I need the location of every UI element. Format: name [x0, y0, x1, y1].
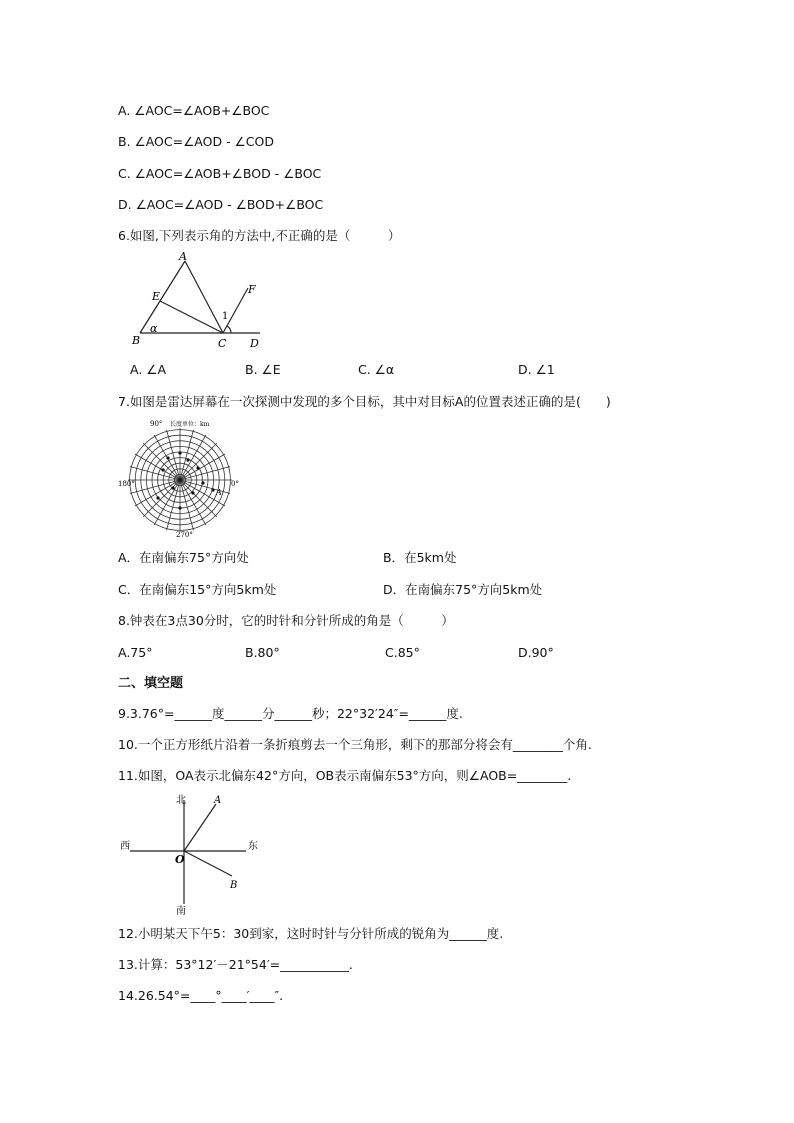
ray-oa: [184, 804, 216, 851]
radar-target-dot: [166, 456, 169, 459]
label-b: B: [230, 880, 238, 891]
q12-text: 12.小明某天下午5：30到家，这时时针与分针所成的锐角为______度.: [118, 926, 504, 941]
radar-label-0: 0°: [231, 480, 239, 488]
q8-option-a: A.75°: [118, 645, 153, 660]
radar-target-dot: [156, 496, 159, 499]
q7-option-b: B．在5km处: [383, 550, 457, 565]
label-o: O: [175, 853, 185, 866]
label-1: 1: [222, 311, 229, 322]
q5-option-a: A. ∠AOC=∠AOB+∠BOC: [118, 103, 270, 118]
q6-stem: 6.如图,下列表示角的方法中,不正确的是（ ）: [118, 228, 401, 243]
q5-option-d: D. ∠AOC=∠AOD - ∠BOD+∠BOC: [118, 197, 324, 212]
label-e: E: [152, 290, 161, 303]
q8-option-c: C.85°: [385, 645, 420, 660]
q11-text: 11.如图，OA表示北偏东42°方向，OB表示南偏东53°方向，则∠AOB=________.: [118, 768, 572, 783]
ray-ob: [184, 851, 232, 876]
radar-label-270: 270°: [176, 531, 193, 539]
label-west: 西: [120, 841, 130, 852]
q7-stem: 7.如图是雷达屏幕在一次探测中发现的多个目标，其中对目标A的位置表述正确的是( ): [118, 394, 611, 409]
q7-option-d: D．在南偏东75°方向5km处: [383, 582, 543, 597]
line-ac: [185, 261, 223, 333]
q6-option-a: A. ∠A: [130, 362, 167, 377]
radar-target-a-label: A: [216, 488, 222, 497]
radar-target-dot: [161, 468, 164, 471]
radar-target-dot: [178, 451, 181, 454]
q5-option-c: C. ∠AOC=∠AOB+∠BOD - ∠BOC: [118, 166, 322, 181]
radar-unit-label: 长度单位：km: [170, 421, 210, 428]
q8-option-b: B.80°: [245, 645, 280, 660]
radar-target-dot: [211, 488, 214, 491]
radar-target-dot: [178, 478, 181, 481]
q6-option-d: D. ∠1: [518, 362, 555, 377]
label-a: A: [214, 795, 222, 806]
radar-target-dot: [196, 466, 199, 469]
q7-option-c: C．在南偏东15°方向5km处: [118, 582, 277, 597]
q8-option-d: D.90°: [518, 645, 554, 660]
q6-option-c: C. ∠α: [358, 362, 395, 377]
label-a: A: [179, 250, 187, 263]
radar-target-dot: [171, 486, 174, 489]
q14-text: 14.26.54°=____°____′____″.: [118, 988, 284, 1003]
q7-option-a: A．在南偏东75°方向处: [118, 550, 249, 565]
radar-target-dot: [186, 458, 189, 461]
radar-target-dot: [178, 506, 181, 509]
q6-triangle-figure: [130, 248, 270, 354]
q6-option-b: B. ∠E: [245, 362, 281, 377]
q13-text: 13.计算：53°12′－21°54′=___________.: [118, 957, 353, 972]
q8-stem: 8.钟表在3点30分时，它的时针和分针所成的角是（ ）: [118, 613, 454, 628]
radar-target-dot: [191, 491, 194, 494]
line-ba: [140, 261, 185, 333]
label-f: F: [248, 283, 256, 296]
label-d: D: [250, 337, 259, 350]
q9-text: 9.3.76°=______度______分______秒；22°32′24″=______度.: [118, 706, 463, 721]
radar-label-180: 180°: [118, 480, 135, 488]
label-south: 南: [176, 906, 186, 916]
q11-compass-figure: [118, 790, 266, 916]
angle-1-arc: [227, 326, 231, 333]
q7-radar-figure: [118, 418, 250, 540]
q10-text: 10.一个正方形纸片沿着一条折痕剪去一个三角形，剩下的那部分将会有________个角.: [118, 737, 592, 752]
radar-label-90: 90°: [150, 420, 163, 428]
label-c: C: [218, 337, 227, 350]
line-ec: [160, 301, 223, 333]
label-alpha: α: [150, 322, 158, 335]
section-title-fill-in: 二、填空题: [118, 676, 184, 691]
radar-target-dot: [201, 481, 204, 484]
label-north: 北: [176, 795, 186, 806]
label-east: 东: [248, 841, 258, 852]
label-b: B: [132, 334, 141, 347]
q5-option-b: B. ∠AOC=∠AOD - ∠COD: [118, 134, 274, 149]
